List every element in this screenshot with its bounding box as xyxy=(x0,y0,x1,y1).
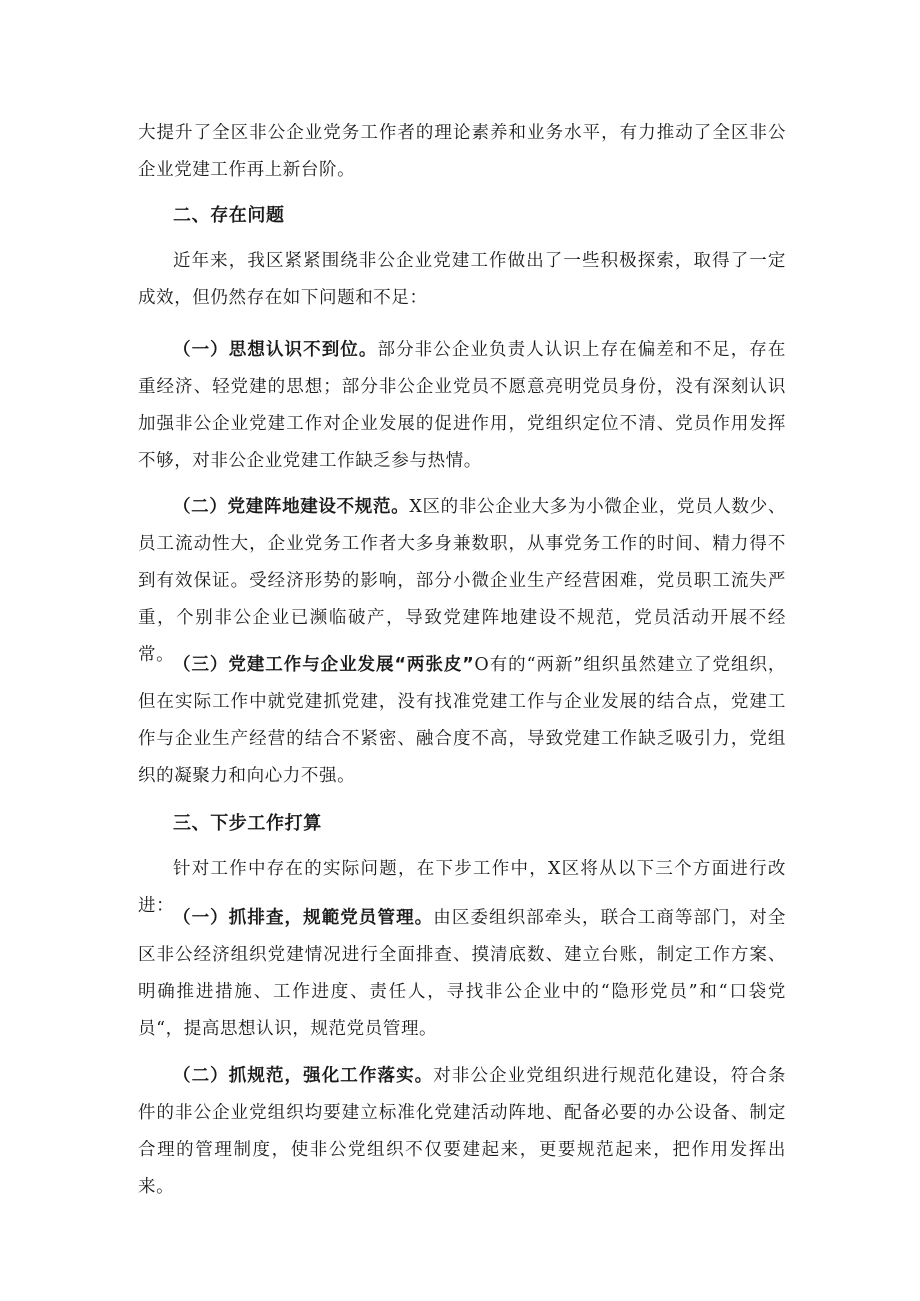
paragraph-text: 由区委组织部牵头，联合工商等部门，对全区非公经济组织党建情况进行全面排查、摸清底数、建立台账，制定工作方案、明确推进措施、工作进度、责任人，寻找非公企业中的“隐形党员”和“口袋党员“，提高思想认识，规范党员管理。 xyxy=(138,908,786,1039)
paragraph-lead: （一）抓排查，规範党员管理。 xyxy=(173,908,434,928)
paragraph-problem-3 xyxy=(138,647,786,795)
paragraph-step-1 xyxy=(138,900,786,1048)
paragraph-lead: （二）抓规范，强化工作落实。 xyxy=(173,1066,434,1086)
paragraph-text: O有的“两新”组织虽然建立了党组织，但在实际工作中就党建抓党建，没有找准党建工作与企业发展的结合点，党建工作与企业生产经营的结合不紧密、融合度不高，导致党建工作缺乏吸引力，党组织的凝聚力和向心力不强。 xyxy=(138,655,786,786)
paragraph-problems-intro xyxy=(138,243,786,317)
paragraph-step-2 xyxy=(138,1058,786,1206)
paragraph-text: 对非公企业党组织进行规范化建设，符合条件的非公企业党组织均要建立标准化党建活动阵地、配备必要的办公设备、制定合理的管理制度，使非公党组织不仅要建起来，更要规范起来，把作用发挥出来。 xyxy=(138,1066,786,1197)
paragraph-lead: （三）党建工作与企业发展“两张皮” xyxy=(173,655,475,675)
paragraph-continuation xyxy=(138,115,786,189)
paragraph-text: 部分非公企业负责人认识上存在偏差和不足，存在重经济、轻党建的思想；部分非公企业党员不愿意亮明党员身份，没有深刻认识加强非公企业党建工作对企业发展的促进作用，党组织定位不清、党员作用发挥不够，对非公企业党建工作缺乏参与热情。 xyxy=(138,340,786,471)
paragraph-text: X区的非公企业大多为小微企业，党员人数少、员工流动性大，企业党务工作者大多身兼数职，从事党务工作的时间、精力得不到有效保证。受经济形势的影响，部分小微企业生产经营困难，党员职工流失严重，个别非公企业已濒临破产，导致党建阵地建设不规范，党员活动开展不经常。 xyxy=(138,497,786,665)
section-heading-next-steps: 三、下步工作打算 xyxy=(173,813,322,834)
section-heading-problems: 二、存在问题 xyxy=(173,205,285,226)
paragraph-text: 大提升了全区非公企业党务工作者的理论素养和业务水平，有力推动了全区非公企业党建工作再上新台阶。 xyxy=(138,123,786,180)
paragraph-text: 针对工作中存在的实际问题，在下步工作中，X区将从以下三个方面进行改进： xyxy=(138,859,786,916)
paragraph-lead: （二）党建阵地建设不规范。 xyxy=(173,497,410,517)
paragraph-text: 近年来，我区紧紧围绕非公企业党建工作做出了一些积极探索，取得了一定成效，但仍然存在如下问题和不足： xyxy=(138,251,786,308)
paragraph-problem-1 xyxy=(138,332,786,480)
paragraph-lead: （一）思想认识不到位。 xyxy=(173,340,378,360)
